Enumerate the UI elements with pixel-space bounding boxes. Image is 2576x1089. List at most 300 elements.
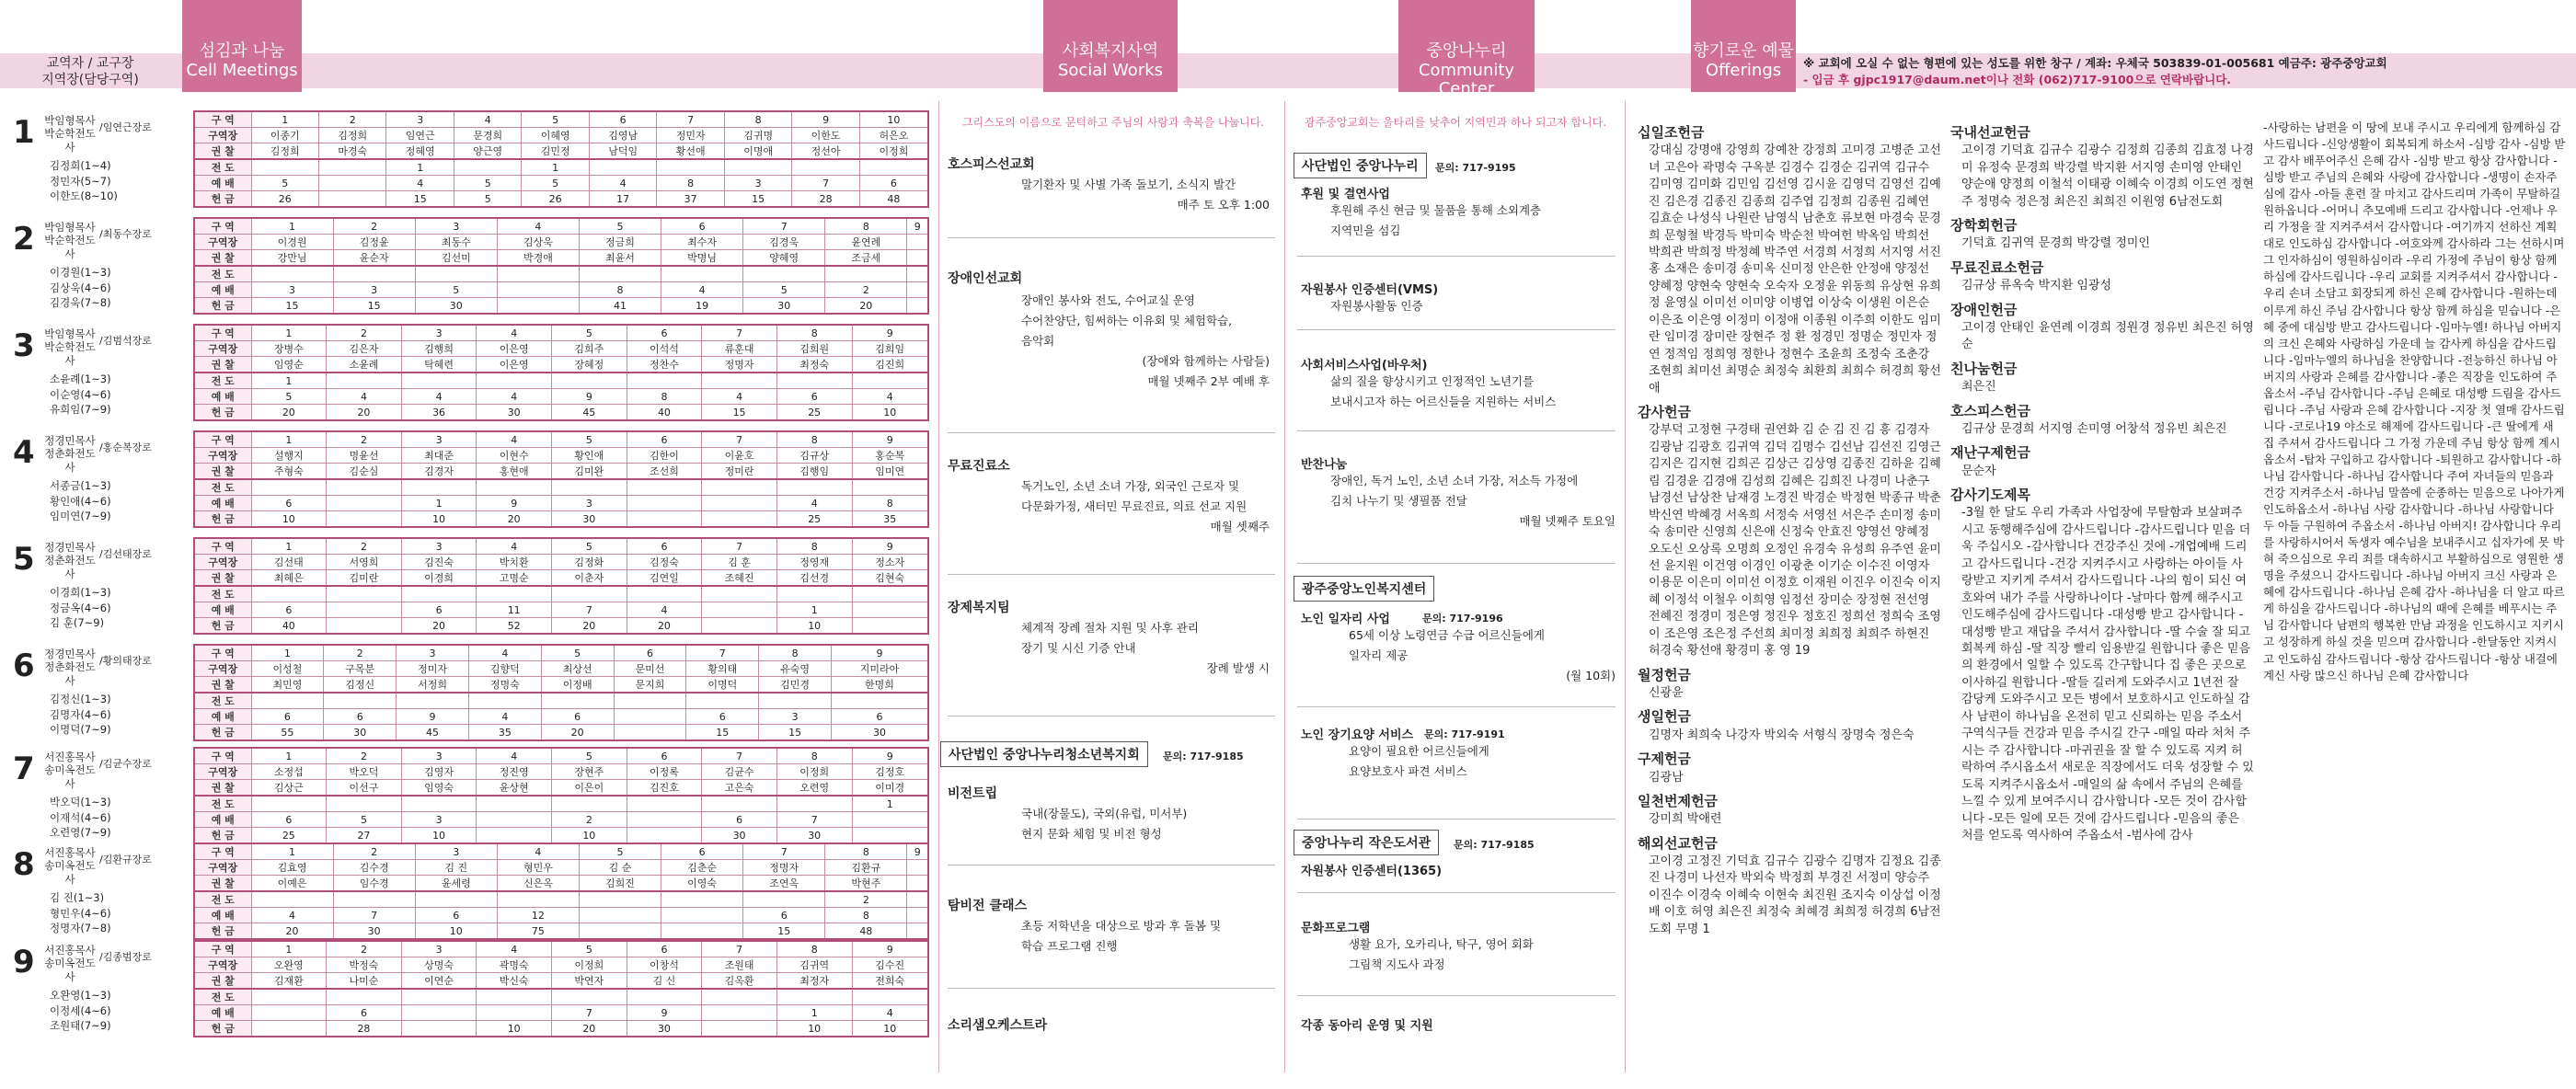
table-cell: [415, 266, 497, 282]
table-cell: [907, 860, 928, 876]
table-row: [194, 725, 928, 741]
table-row: [194, 266, 928, 282]
table-cell: 김한이: [627, 448, 702, 464]
table-row: [194, 586, 928, 602]
table-cell: 문경희: [454, 128, 521, 143]
column-number: 6: [627, 431, 702, 448]
table-cell: 4: [401, 389, 477, 405]
offering-category-title: 호스피스헌금: [1950, 402, 2030, 419]
district-number: 6: [13, 648, 35, 684]
table-cell: 이정희: [552, 957, 627, 973]
table-cell: [401, 1005, 477, 1021]
table-cell: [907, 235, 928, 250]
table-cell: 김귀역: [776, 957, 852, 973]
center-item-title: 후원 및 결연사업: [1301, 188, 1390, 201]
table-cell: [661, 923, 743, 940]
table-cell: 3: [333, 282, 415, 298]
table-cell: 6: [776, 389, 852, 405]
column-number: 9: [852, 325, 928, 341]
table-cell: 26: [251, 191, 318, 208]
table-cell: [401, 373, 477, 389]
column-number: 9: [907, 843, 928, 860]
table-cell: [477, 479, 552, 496]
table-row: [194, 973, 928, 990]
table-cell: 장혜정: [552, 357, 627, 373]
row-label: 권 찰: [194, 973, 251, 990]
table-cell: 박신숙: [477, 973, 552, 990]
center-org-title: 중앙나누리 작은도서관: [1294, 830, 1439, 855]
divider: [948, 432, 1275, 433]
table-cell: [477, 812, 552, 828]
table-cell: 김규상: [776, 448, 852, 464]
district-leader: 정경민목사 정춘화전도사: [44, 541, 96, 580]
table-cell: 4: [327, 389, 402, 405]
offerings-column-2: [1950, 118, 2254, 844]
column-number: 6: [614, 645, 686, 661]
table-cell: [614, 693, 686, 709]
table-row: [194, 923, 928, 940]
table-row: [194, 570, 928, 587]
table-cell: [251, 1005, 327, 1021]
social-item-title: 무료진료소: [948, 459, 1010, 474]
row-label: 구역장: [194, 448, 251, 464]
table-cell: [497, 266, 579, 282]
table-cell: [627, 812, 702, 828]
row-label: 권 찰: [194, 780, 251, 797]
table-cell: 조연옥: [743, 876, 825, 892]
divider: [1297, 995, 1616, 996]
district-table: [193, 110, 929, 208]
table-cell: 1: [401, 496, 477, 511]
row-label: 구역장: [194, 860, 251, 876]
offering-category-title: 십일조헌금: [1638, 124, 1705, 141]
table-cell: 박연자: [552, 973, 627, 990]
center-item-title: 자원봉사 인증센터(VMS): [1301, 283, 1439, 297]
table-cell: [327, 479, 402, 496]
table-cell: [859, 159, 928, 176]
row-label: 예 배: [194, 496, 251, 511]
table-cell: [627, 796, 702, 812]
table-cell: [825, 266, 907, 282]
table-cell: 4: [589, 176, 656, 191]
column-number: 5: [552, 941, 627, 957]
table-cell: [852, 373, 928, 389]
table-cell: [614, 709, 686, 725]
table-cell: 6: [401, 602, 477, 618]
table-cell: [702, 618, 777, 635]
social-item-title: 탐비전 클래스: [948, 899, 1028, 913]
table-cell: 5: [522, 176, 589, 191]
table-cell: [401, 479, 477, 496]
row-label: 구역장: [194, 661, 251, 677]
district-elder: /최동수장로: [99, 228, 152, 240]
column-number: 6: [627, 538, 702, 555]
table-cell: 김향덕: [468, 661, 541, 677]
table-cell: 9: [552, 389, 627, 405]
column-number: 5: [579, 843, 661, 860]
table-cell: 최동수: [415, 235, 497, 250]
notice-line-2: - 입금 후 gjpc1917@daum.net이나 전화 (062)717-9100으로 연락바랍니다.: [1803, 73, 2232, 87]
table-cell: 6: [251, 602, 327, 618]
table-cell: [401, 1021, 477, 1037]
district-elder: /황의태장로: [99, 655, 152, 667]
table-cell: 8: [852, 496, 928, 511]
table-row: [194, 661, 928, 677]
center-item-body: [1330, 296, 1606, 316]
column-number: 1: [251, 748, 327, 764]
table-cell: 김선미: [415, 250, 497, 267]
table-cell: 25: [251, 828, 327, 844]
table-cell: 류훈대: [702, 341, 777, 357]
table-cell: 이창석: [627, 957, 702, 973]
offering-category-title: 국내선교헌금: [1950, 124, 2030, 141]
district-block: [13, 110, 933, 219]
offering-donor-names: 고이경 고정진 기덕효 김규수 김광수 김명자 김정요 김종진 나경미 나선자 박외숙 박정희 부경진 서정미 양승주 이진수 이경숙 이혜숙 이현숙 최진원 조지숙 이상섭 이정배 이호 허영 최은진 최정숙 최혜경 최희정 허경희 6남전도회 무명 1: [1649, 854, 1941, 936]
district-block: [13, 430, 933, 539]
column-number: 6: [627, 748, 702, 764]
table-cell: [497, 282, 579, 298]
table-cell: 6: [743, 908, 825, 923]
district-subleader: 조원태(7~9): [50, 1019, 111, 1033]
table-row: [194, 389, 928, 405]
district-number: 8: [13, 846, 35, 883]
table-cell: 5: [454, 176, 521, 191]
row-label: 권 찰: [194, 357, 251, 373]
table-cell: 20: [477, 511, 552, 528]
table-cell: [552, 479, 627, 496]
table-cell: [327, 602, 402, 618]
table-cell: [415, 891, 497, 908]
row-label: 예 배: [194, 176, 251, 191]
table-cell: 김상근: [251, 780, 327, 797]
district-subleader: 김상욱(4~6): [50, 281, 111, 294]
district-elder: /김종범장로: [99, 951, 152, 963]
tab-offerings: [1691, 0, 1796, 92]
table-cell: 이명애: [724, 143, 791, 160]
offering-donor-names: -3월 한 달도 우리 가족과 사업장에 무탈함과 보살펴주시고 동행해주심에 감사드립니다 -감사드립니다 믿음 더욱 주십시오 -감사합니다 건강주신 것에 -개업예배 드리고 감사드립니다 -건강 지켜주시고 사랑하는 아이들 사랑받고 지키게 주셔서 감사드립니다 -나의 힘이 되신 여호와여 내가 주를 사랑하나이다 -날마다 함께 해주시고 인도해주심에 감사드립니다 -대성빵 받고 감사합니다 -대성빵 받고 재답을 주셔서 감사합니다 -딸 수술 잘 되고 회복케 하심 -딸 직장 빨리 임용받길 원합니다 좋은 믿음의 환경에서 일할 수 있도록 간구합니다 집 좋은 곳으로 이사하길 원합니다 -딸들 길러게 도와주시고 1년전 잘 감당케 도와주시고 모든 병에서 보호하시고 인도하실 감사 남편이 하나님을 온전히 믿고 신뢰하는 믿음 주소서 구역식구들 건강과 믿음 주시길 간구 -매일 따라 처처 주시는 주 감사합니다 -마귀권을 잘 할 수 있도록 지켜 허락하여 주시옵소서 새로운 직장에서도 더욱 성장할 수 있도록 지켜주시옵소서 -매일의 삶 속에서 주님의 은혜를 느낄 수 있게 보여주시니 감사합니다 -모든 것이 감사합니다 -모든 일에 모든 것에 감사드립니다 -믿음의 좋은 처를 얻도록 역사하여 주옵소서 -범사에 감사: [1961, 506, 2254, 843]
social-item-line: 독거노인, 소년 소녀 가장, 외국인 근로자 및: [1021, 479, 1240, 493]
table-cell: 4: [468, 709, 541, 725]
district-number: 4: [13, 434, 35, 471]
table-cell: 조혜진: [702, 570, 777, 587]
table-cell: 박경애: [497, 250, 579, 267]
table-cell: 35: [852, 511, 928, 528]
table-cell: 15: [251, 298, 333, 315]
table-cell: 김 훈: [702, 555, 777, 570]
table-cell: [702, 479, 777, 496]
column-number: 9: [852, 941, 928, 957]
column-number: 3: [401, 431, 477, 448]
social-item-line: 매월 셋째주: [1210, 519, 1270, 533]
table-cell: [702, 1021, 777, 1037]
offering-category-title: 장애인헌금: [1950, 301, 2018, 318]
table-cell: 김희주: [552, 341, 627, 357]
table-cell: 서영희: [327, 555, 402, 570]
table-cell: 탁혜련: [401, 357, 477, 373]
district-number: 3: [13, 327, 35, 364]
table-cell: [251, 796, 327, 812]
district-subleader: 이정세(4~6): [50, 1003, 111, 1017]
table-cell: 문미선: [614, 661, 686, 677]
table-cell: [832, 693, 929, 709]
table-header-row: [194, 748, 928, 764]
table-cell: [251, 693, 324, 709]
table-cell: 김진호: [627, 780, 702, 797]
tab-label-ko: 중앙나누리: [1426, 41, 1507, 61]
table-cell: 7: [792, 176, 859, 191]
center-item-title: 반찬나눔: [1301, 458, 1348, 472]
table-cell: 김순심: [327, 464, 402, 480]
table-cell: 48: [859, 191, 928, 208]
offering-donor-names: 김규상 류옥숙 박지환 임광성: [1961, 279, 2112, 293]
column-number: 6: [627, 941, 702, 957]
district-subleaders: [50, 795, 178, 841]
district-subleader: 오완영(1~3): [50, 989, 111, 1002]
center-org-title: 사단법인 중앙나누리: [1294, 153, 1427, 178]
table-cell: 김은자: [327, 341, 402, 357]
district-subleaders: [50, 478, 178, 524]
table-cell: [852, 479, 928, 496]
table-cell: 9: [627, 1005, 702, 1021]
district-subleader: 정민자(5~7): [50, 174, 111, 188]
table-cell: 형민우: [497, 860, 579, 876]
table-cell: [627, 511, 702, 528]
district-block: [13, 843, 933, 951]
prayer-requests-continued: -사랑하는 남편을 이 땅에 보내 주시고 우리에게 함께하심 감사드립니다 -신앙생활이 회복되게 하소서 -심방 감사 -심방 받고 감사 배푸어주신 은혜 감사 -심방 받고 항상 감사합니다 -심방 받고 주님의 은혜와 사랑에 감사합니다 -생명이 손자주심에 감사 -아들 훈련 잘 마치고 감사드리며 가족이 무탈하길 원하옵니다 -어머니 추모예배 드리고 감사합니다 -언제나 우리 가정을 잘 지켜주셔서 감사합니다 -여기까지 선하신 계획대로 인도하심 감사합니다 -여호와께 감사하라 그는 선하시며 그 인자하심이 영원하심이라 -우리 가정에 주님이 항상 함께 하심에 감사드립니다 -우리 교회를 지켜주셔서 감사합니다 -우리 손녀 소담고 회장되게 하신 은혜 감사합니다 -원하는데 이루게 하신 주님 감사합니다 항상 함께 하심을 믿습니다 -은혜 중에 대심방 받고 감사드립니다 -임마누엘! 하나님 아버지의 크신 은혜와 사랑하심 가운데 늘 감사케 하심을 감사드립니다 -임마누엘의 하나님을 찬양합니다 -전능하신 하나님 아버지의 사랑과 은혜를 감사합니다 -좋은 직장을 인도하여 주옵소서 -주님 감사합니다 -주님 은혜로 대성빵 드림을 감사드립니다 -주님 사랑과 은혜 감사합니다 -지장 첫 열매 감사드립니다 -코로나19 야소로 해제에 감사드립니다 -큰 딸에게 새 집 주셔서 감사드립니다 그 가정 가운데 주님 항상 함께 계시옵소서 -탑차 구입하고 감사합니다 -퇴원하고 감사합니다 -하나님 감사합니다 -하나님 감사합니다 주여 자녀들의 믿음과 건강 지켜주소서 -하나님 말씀에 순종하는 믿음으로 나아가게 인도하옵소서 -하나님 사랑 감사합니다 -하나님 사랑합니다 두 아들 구원하여 주옵소서 -하나님 아버지! 감사합니다 우리를 사랑하시어서 독생자 예수님을 보내주시고 십자가에 못 박혀 죽으심으로 우리 죄를 대속하시고 부활하심으로 영원한 생명을 주셨으니 감사드립니다 -하나님 아버지 크신 사랑과 은혜에 감사드립니다 -하나님 은혜 감사 -하나님을 더 알고 따르게 하심을 감사드립니다 -하나님의 때에 은혜를 베푸시는 주님 감사합니다 남편의 행복한 만남 과정을 인도하시고 지키시고 성장하게 하실 것을 믿으며 감사합니다 -한달동안 지켜시고 인도하심 감사드립니다 -항상 감사드립니다 -항상 내걸에 계신 사랑 많으신 하나님 은혜 감사합니다: [2263, 120, 2566, 682]
table-cell: [468, 693, 541, 709]
table-header-row: [194, 941, 928, 957]
social-item-body: [1021, 618, 1270, 679]
district-table: [193, 747, 929, 844]
table-row: [194, 828, 928, 844]
table-cell: 6: [415, 908, 497, 923]
table-cell: 이미경: [852, 780, 928, 797]
district-block: [13, 537, 933, 646]
district-subleader: 김정신(1~3): [50, 693, 111, 705]
table-cell: [743, 891, 825, 908]
row-label: 권 찰: [194, 876, 251, 892]
table-cell: [477, 828, 552, 844]
table-cell: 4: [386, 176, 454, 191]
table-cell: 정명숙: [468, 677, 541, 694]
table-cell: 박명님: [661, 250, 743, 267]
table-row: [194, 618, 928, 635]
table-cell: [251, 266, 333, 282]
table-cell: 1: [522, 159, 589, 176]
table-cell: 15: [386, 191, 454, 208]
social-item-body: [1021, 916, 1270, 957]
table-cell: 6: [324, 709, 397, 725]
table-cell: 36: [401, 405, 477, 421]
divider: [1625, 101, 1626, 1072]
table-cell: 전희숙: [852, 973, 928, 990]
table-cell: 정금희: [579, 235, 661, 250]
table-cell: 41: [579, 298, 661, 315]
table-row: [194, 282, 928, 298]
table-cell: 8: [657, 176, 724, 191]
table-cell: [401, 586, 477, 602]
district-table: [193, 537, 929, 635]
table-cell: [661, 266, 743, 282]
column-number: 2: [333, 843, 415, 860]
table-row: [194, 191, 928, 208]
table-cell: 20: [552, 618, 627, 635]
table-cell: 5: [415, 282, 497, 298]
table-cell: 고은숙: [702, 780, 777, 797]
tab-label-en: Offerings: [1705, 60, 1782, 80]
table-cell: [852, 586, 928, 602]
table-cell: 15: [724, 191, 791, 208]
table-cell: 15: [759, 725, 832, 741]
table-cell: 이정희: [859, 143, 928, 160]
table-cell: [251, 1021, 327, 1037]
table-cell: 이윤호: [702, 448, 777, 464]
column-number: 2: [327, 748, 402, 764]
table-cell: 4: [627, 602, 702, 618]
table-cell: [327, 373, 402, 389]
table-row: [194, 860, 928, 876]
table-cell: 최혜은: [251, 570, 327, 587]
row-label: 권 찰: [194, 143, 251, 160]
table-cell: [702, 989, 777, 1005]
social-item-line: 체계적 장례 절차 지원 및 사후 관리: [1021, 621, 1199, 635]
column-number: 6: [627, 325, 702, 341]
table-cell: 이은영: [477, 341, 552, 357]
table-cell: 19: [661, 298, 743, 315]
table-cell: 윤세령: [415, 876, 497, 892]
table-cell: 최윤서: [579, 250, 661, 267]
table-cell: [327, 496, 402, 511]
table-cell: 황인애: [552, 448, 627, 464]
offering-category-title: 해외선교헌금: [1638, 834, 1718, 852]
table-cell: 1: [251, 373, 327, 389]
table-cell: [627, 479, 702, 496]
tab-label-ko: 향기로운 예물: [1692, 41, 1795, 61]
table-row: [194, 176, 928, 191]
district-subleaders: [50, 585, 178, 631]
table-row: [194, 159, 928, 176]
table-cell: 박현주: [825, 876, 907, 892]
row-label: 예 배: [194, 1005, 251, 1021]
table-cell: 10: [852, 1021, 928, 1037]
row-label: 예 배: [194, 282, 251, 298]
table-cell: 정진영: [477, 764, 552, 780]
table-cell: 최대준: [401, 448, 477, 464]
column-number: 1: [251, 325, 327, 341]
header-left: [7, 55, 173, 88]
district-subleaders: [50, 692, 178, 738]
table-cell: 7: [333, 908, 415, 923]
table-cell: 김영남: [589, 128, 656, 143]
row-label: 전 도: [194, 159, 251, 176]
column-number: 3: [415, 843, 497, 860]
row-label: 구 역: [194, 748, 251, 764]
offering-donor-names: 강미희 박애련: [1649, 812, 1722, 827]
table-cell: 김민경: [759, 677, 832, 694]
table-cell: [251, 586, 327, 602]
table-cell: 김수경: [333, 860, 415, 876]
column-number: 6: [661, 843, 743, 860]
column-number: 7: [702, 325, 777, 341]
table-cell: 1: [852, 796, 928, 812]
column-number: 3: [401, 538, 477, 555]
table-cell: 6: [251, 496, 327, 511]
table-cell: [852, 618, 928, 635]
table-cell: 3: [724, 176, 791, 191]
column-number: 9: [907, 218, 928, 235]
table-row: [194, 298, 928, 315]
district-subleader: 임미연(7~9): [50, 510, 111, 523]
table-cell: 최상선: [541, 661, 614, 677]
table-cell: [907, 876, 928, 892]
offering-donor-names: 기덕효 김귀역 문경희 박강렬 정미인: [1961, 236, 2150, 251]
table-cell: 윤상현: [477, 780, 552, 797]
district-elder: /김범석장로: [99, 335, 152, 347]
table-cell: 2: [552, 812, 627, 828]
table-cell: 6: [859, 176, 928, 191]
row-label: 예 배: [194, 602, 251, 618]
district-elder: /김선태장로: [99, 548, 152, 560]
table-cell: 문지희: [614, 677, 686, 694]
social-item-body: [1021, 175, 1270, 215]
table-cell: 5: [454, 191, 521, 208]
column-number: 1: [251, 645, 324, 661]
table-cell: 5: [251, 389, 327, 405]
table-cell: 이혜영: [522, 128, 589, 143]
row-label: 헌 금: [194, 923, 251, 940]
divider: [1297, 256, 1616, 257]
district-subleader: 박오덕(1~3): [50, 796, 111, 808]
tab-label-ko: 사회복지사역: [1062, 41, 1159, 61]
table-cell: 4: [477, 389, 552, 405]
column-number: 1: [251, 843, 333, 860]
district-block: [13, 940, 933, 1049]
district-leader: 서진홍목사 송미옥전도사: [44, 846, 96, 886]
table-cell: [907, 298, 928, 315]
table-cell: 신은옥: [497, 876, 579, 892]
table-cell: 박정숙: [327, 957, 402, 973]
table-cell: 윤연례: [825, 235, 907, 250]
row-label: 구 역: [194, 218, 251, 235]
table-cell: 박치환: [477, 555, 552, 570]
table-cell: 김현숙: [852, 570, 928, 587]
table-cell: 2: [825, 891, 907, 908]
table-cell: 7: [776, 812, 852, 828]
table-cell: [333, 266, 415, 282]
table-cell: 김진희: [852, 357, 928, 373]
column-number: 5: [579, 218, 661, 235]
table-cell: 3: [552, 496, 627, 511]
table-cell: [579, 891, 661, 908]
district-subleader: 김경욱(7~8): [50, 296, 111, 310]
table-cell: 이선구: [327, 780, 402, 797]
table-row: [194, 796, 928, 812]
table-cell: [552, 373, 627, 389]
table-cell: 28: [792, 191, 859, 208]
center-item-line: 삶의 질을 향상시키고 인정적인 노년기를: [1330, 374, 1535, 388]
table-row: [194, 357, 928, 373]
table-cell: 45: [552, 405, 627, 421]
table-cell: 9: [397, 709, 469, 725]
table-cell: 강만님: [251, 250, 333, 267]
table-cell: 15: [333, 298, 415, 315]
table-cell: 10: [401, 828, 477, 844]
center-item-body: [1349, 934, 1616, 975]
table-cell: 6: [832, 709, 929, 725]
column-number: 3: [386, 111, 454, 128]
table-cell: 15: [686, 725, 759, 741]
table-cell: 이종기: [251, 128, 318, 143]
